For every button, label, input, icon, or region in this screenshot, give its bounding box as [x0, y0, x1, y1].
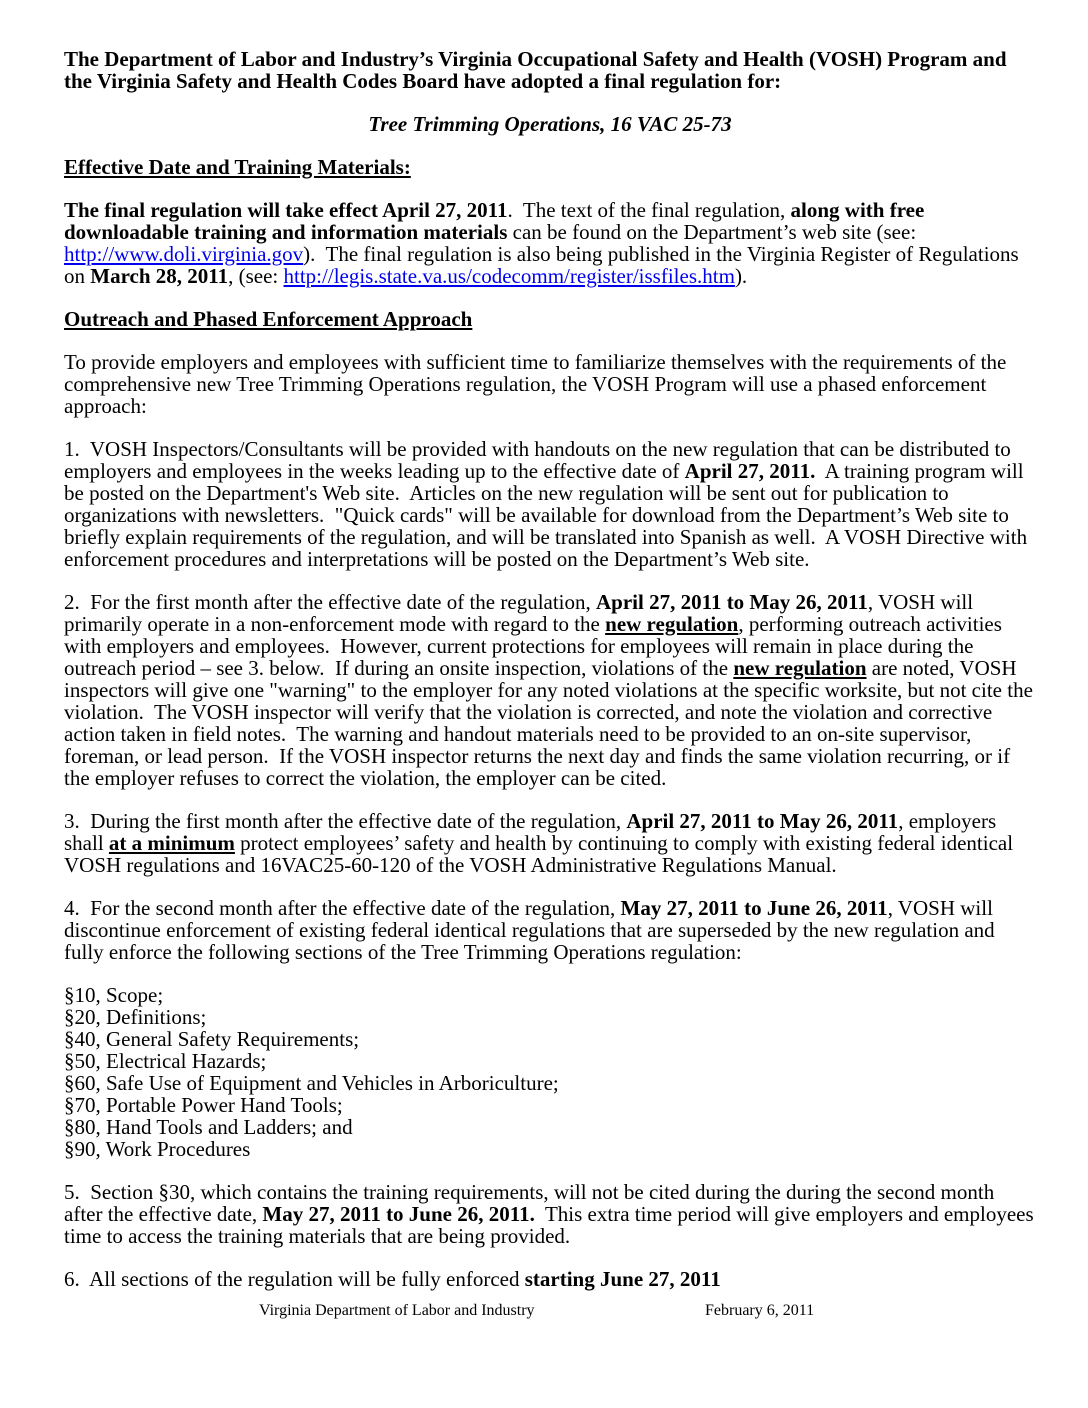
text-run: A training program will be posted on the Department's Web site. Articles on the new regulation will be sent out for publication to organizations with newsletters. "Quick cards" will be available for download from the Department’s Web site to briefly explain requirements of the regulation, and will be translated into Spanish as well. A VOSH Directive with enforcement procedures and interpretations will be posted on the Department’s Web site. [64, 459, 1033, 571]
text-run: 5. Section §30, which contains the training requirements, will not be cited during the during the second month after the effective date, [64, 1180, 1000, 1226]
list-item: §70, Portable Power Hand Tools; [64, 1093, 343, 1117]
text-run: May 27, 2011 to June 26, 2011. [262, 1202, 535, 1226]
regulation-sections-list [64, 984, 1036, 1160]
phased-approach-intro [64, 351, 1036, 417]
text-run: 3. During the first month after the effective date of the regulation, [64, 809, 627, 833]
list-item: §20, Definitions; [64, 1005, 207, 1029]
text-run: are noted, VOSH inspectors will give one "warning" to the employer for any noted violations at the specific worksite, but not cite the violation. The VOSH inspector will verify that the violation is corrected, and note the violation and corrective action taken in field notes. The warning and handout materials need to be provided to an on-site supervisor, foreman, or lead person. If the VOSH inspector returns the next day and finds the same violation recurring, or if the employer refuses to correct the violation, the employer can be cited. [64, 656, 1039, 790]
text-run: , VOSH will primarily operate in a non-enforcement mode with regard to the [64, 590, 979, 636]
text-run: To provide employers and employees with sufficient time to familiarize themselves with the requirements of the comprehensive new Tree Trimming Operations regulation, the VOSH Program will use a phased enforcement approach: [64, 350, 1012, 418]
text-run: April 27, 2011 to May 26, 2011 [596, 590, 868, 614]
text-run: , VOSH will discontinue enforcement of existing federal identical regulations that are superseded by the new regulation and fully enforce the following sections of the Tree Trimming Operations regulation: [64, 896, 1000, 964]
text-run: new regulation [605, 612, 739, 636]
numbered-item-4 [64, 897, 1036, 963]
text-run: Tree Trimming Operations, 16 VAC 25-73 [368, 112, 732, 136]
text-run: 4. For the second month after the effective date of the regulation, [64, 896, 621, 920]
numbered-item-6 [64, 1268, 1036, 1290]
text-run: Outreach and Phased Enforcement Approach [64, 307, 473, 331]
text-run: . The text of the final regulation, [507, 198, 791, 222]
list-item: §10, Scope; [64, 983, 164, 1007]
text-run: Effective Date and Training Materials: [64, 155, 411, 179]
list-item: §60, Safe Use of Equipment and Vehicles in Arboriculture; [64, 1071, 559, 1095]
text-run: 1. VOSH Inspectors/Consultants will be provided with handouts on the new regulation that can be distributed to employers and employees in the weeks leading up to the effective date of [64, 437, 1017, 483]
text-run: can be found on the Department’s web site (see: [507, 220, 927, 244]
list-item: §80, Hand Tools and Ladders; and [64, 1115, 353, 1139]
numbered-item-5 [64, 1180, 1039, 1248]
text-run: ). [734, 264, 748, 288]
text-run: new regulation [733, 656, 867, 680]
footer-date: February 6, 2011 [705, 1302, 815, 1319]
text-run: The final regulation will take effect April 27, 2011 [64, 198, 508, 222]
text-run: , performing outreach activities with employers and employees. However, current protections for employees will remain in place during the outreach period – see 3. below. If during an onsite inspection, violations of the [64, 612, 1008, 680]
register-issfiles-link[interactable]: http://legis.state.va.us/codecomm/register/issfiles.htm [283, 264, 735, 288]
text-run: The Department of Labor and Industry’s Virginia Occupational Safety and Health (VOSH) Program and the Virginia Safety and Health Codes Board have adopted a final regulation for: [64, 47, 1012, 93]
text-run: at a minimum [108, 831, 235, 855]
footer-organization: Virginia Department of Labor and Industry [259, 1302, 535, 1319]
heading-effective-date [64, 156, 1036, 178]
document-title [64, 113, 1036, 135]
text-run: 6. All sections of the regulation will be fully enforced [64, 1267, 525, 1291]
text-run: May 27, 2011 to June 26, 2011 [620, 896, 888, 920]
doli-website-link[interactable]: http://www.doli.virginia.gov [64, 242, 304, 266]
text-run: protect employees’ safety and health by continuing to comply with existing federal identical VOSH regulations and 16VAC25-60-120 of the VOSH Administrative Regulations Manual. [64, 831, 1018, 877]
list-item: §50, Electrical Hazards; [64, 1049, 267, 1073]
numbered-item-1 [64, 438, 1036, 570]
text-run: April 27, 2011 to May 26, 2011 [626, 809, 899, 833]
text-run: , employers shall [64, 809, 1002, 855]
heading-outreach-enforcement [64, 308, 1036, 330]
text-run: along with free downloadable training and information materials [64, 198, 930, 244]
text-run: April 27, 2011. [684, 459, 816, 483]
text-run: This extra time period will give employers and employees time to access the training materials that are being provided. [64, 1202, 1039, 1248]
text-run: , (see: [228, 264, 284, 288]
text-run: starting June 27, 2011 [524, 1267, 721, 1291]
list-item: §40, General Safety Requirements; [64, 1027, 360, 1051]
numbered-item-2 [64, 590, 1039, 790]
list-item: §90, Work Procedures [64, 1137, 251, 1161]
text-run: March 28, 2011 [90, 264, 229, 288]
text-run: 2. For the first month after the effective date of the regulation, [64, 590, 597, 614]
text-run: ). The final regulation is also being published in the Virginia Register of Regulations on [64, 242, 1024, 288]
intro-statement [64, 48, 1036, 92]
numbered-item-3 [64, 810, 1036, 876]
effective-date-paragraph [64, 199, 1036, 287]
